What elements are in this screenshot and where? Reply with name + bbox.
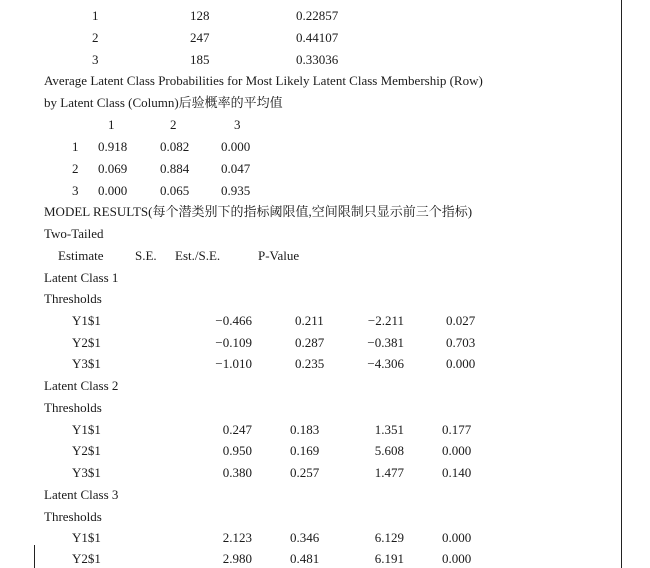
item-label: Y2$1 xyxy=(72,443,101,458)
page-border-left xyxy=(34,545,35,568)
prob-cell: 0.000 xyxy=(221,139,251,154)
prob-cell: 0.000 xyxy=(98,183,128,198)
est-se-cell: 1.477 xyxy=(374,465,404,480)
header-estimate: Estimate xyxy=(58,248,104,263)
prob-cell: 0.884 xyxy=(160,161,190,176)
probability-title-line2: by Latent Class (Column)后验概率的平均值 xyxy=(44,95,283,110)
se-cell: 0.257 xyxy=(290,465,320,480)
p-value-cell: 0.027 xyxy=(446,313,476,328)
item-label: Y1$1 xyxy=(72,313,101,328)
latent-class-title: Latent Class 2 xyxy=(44,378,119,393)
est-se-cell: −0.381 xyxy=(367,335,404,350)
est-se-cell: −4.306 xyxy=(367,356,404,371)
prob-cell: 0.082 xyxy=(160,139,190,154)
prob-cell: 0.065 xyxy=(160,183,190,198)
estimate-cell: −1.010 xyxy=(215,356,252,371)
header-est-se: Est./S.E. xyxy=(175,248,221,263)
p-value-cell: 0.177 xyxy=(442,422,472,437)
p-value-cell: 0.703 xyxy=(446,335,476,350)
header-p-value: P-Value xyxy=(258,248,300,263)
est-se-cell: −2.211 xyxy=(367,313,404,328)
p-value-cell: 0.000 xyxy=(442,530,472,545)
item-label: Y1$1 xyxy=(72,422,101,437)
prob-column-header: 3 xyxy=(234,117,241,132)
model-results-title: MODEL RESULTS(每个潜类别下的指标阈限值,空间限制只显示前三个指标) xyxy=(44,204,473,219)
thresholds-label: Thresholds xyxy=(44,400,102,415)
est-se-cell: 5.608 xyxy=(374,443,404,458)
item-label: Y3$1 xyxy=(72,356,101,371)
estimate-cell: 2.980 xyxy=(222,551,252,566)
item-label: Y2$1 xyxy=(72,551,101,566)
se-cell: 0.169 xyxy=(290,443,320,458)
count-value: 185 xyxy=(190,52,210,67)
count-proportion: 0.33036 xyxy=(296,52,339,67)
count-class-label: 3 xyxy=(92,52,99,67)
se-cell: 0.287 xyxy=(295,335,325,350)
thresholds-label: Thresholds xyxy=(44,509,102,524)
prob-cell: 0.918 xyxy=(98,139,128,154)
est-se-cell: 6.129 xyxy=(374,530,404,545)
estimate-cell: −0.466 xyxy=(215,313,252,328)
se-cell: 0.235 xyxy=(295,356,325,371)
estimate-cell: −0.109 xyxy=(215,335,252,350)
estimate-cell: 2.123 xyxy=(222,530,252,545)
p-value-cell: 0.000 xyxy=(446,356,476,371)
est-se-cell: 1.351 xyxy=(374,422,404,437)
estimate-cell: 0.380 xyxy=(222,465,252,480)
se-cell: 0.481 xyxy=(290,551,320,566)
prob-column-header: 1 xyxy=(108,117,115,132)
two-tailed-label: Two-Tailed xyxy=(44,226,104,241)
count-value: 247 xyxy=(190,30,210,45)
se-cell: 0.183 xyxy=(290,422,320,437)
p-value-cell: 0.000 xyxy=(442,443,472,458)
estimate-cell: 0.950 xyxy=(222,443,252,458)
probability-title-line1: Average Latent Class Probabilities for Most Likely Latent Class Membership (Row) xyxy=(44,73,483,88)
count-proportion: 0.22857 xyxy=(296,8,339,23)
item-label: Y1$1 xyxy=(72,530,101,545)
prob-row-label: 1 xyxy=(72,139,79,154)
header-se: S.E. xyxy=(135,248,157,263)
prob-row-label: 2 xyxy=(72,161,79,176)
prob-cell: 0.047 xyxy=(221,161,251,176)
prob-cell: 0.935 xyxy=(221,183,251,198)
latent-class-title: Latent Class 1 xyxy=(44,270,119,285)
est-se-cell: 6.191 xyxy=(374,551,404,566)
item-label: Y2$1 xyxy=(72,335,101,350)
page-border-right xyxy=(621,0,622,568)
item-label: Y3$1 xyxy=(72,465,101,480)
prob-column-header: 2 xyxy=(170,117,177,132)
count-class-label: 2 xyxy=(92,30,99,45)
estimate-cell: 0.247 xyxy=(222,422,252,437)
p-value-cell: 0.140 xyxy=(442,465,472,480)
se-cell: 0.346 xyxy=(290,530,320,545)
se-cell: 0.211 xyxy=(295,313,324,328)
thresholds-label: Thresholds xyxy=(44,291,102,306)
prob-row-label: 3 xyxy=(72,183,79,198)
count-proportion: 0.44107 xyxy=(296,30,339,45)
p-value-cell: 0.000 xyxy=(442,551,472,566)
latent-class-title: Latent Class 3 xyxy=(44,487,119,502)
count-value: 128 xyxy=(190,8,210,23)
prob-cell: 0.069 xyxy=(98,161,128,176)
count-class-label: 1 xyxy=(92,8,99,23)
